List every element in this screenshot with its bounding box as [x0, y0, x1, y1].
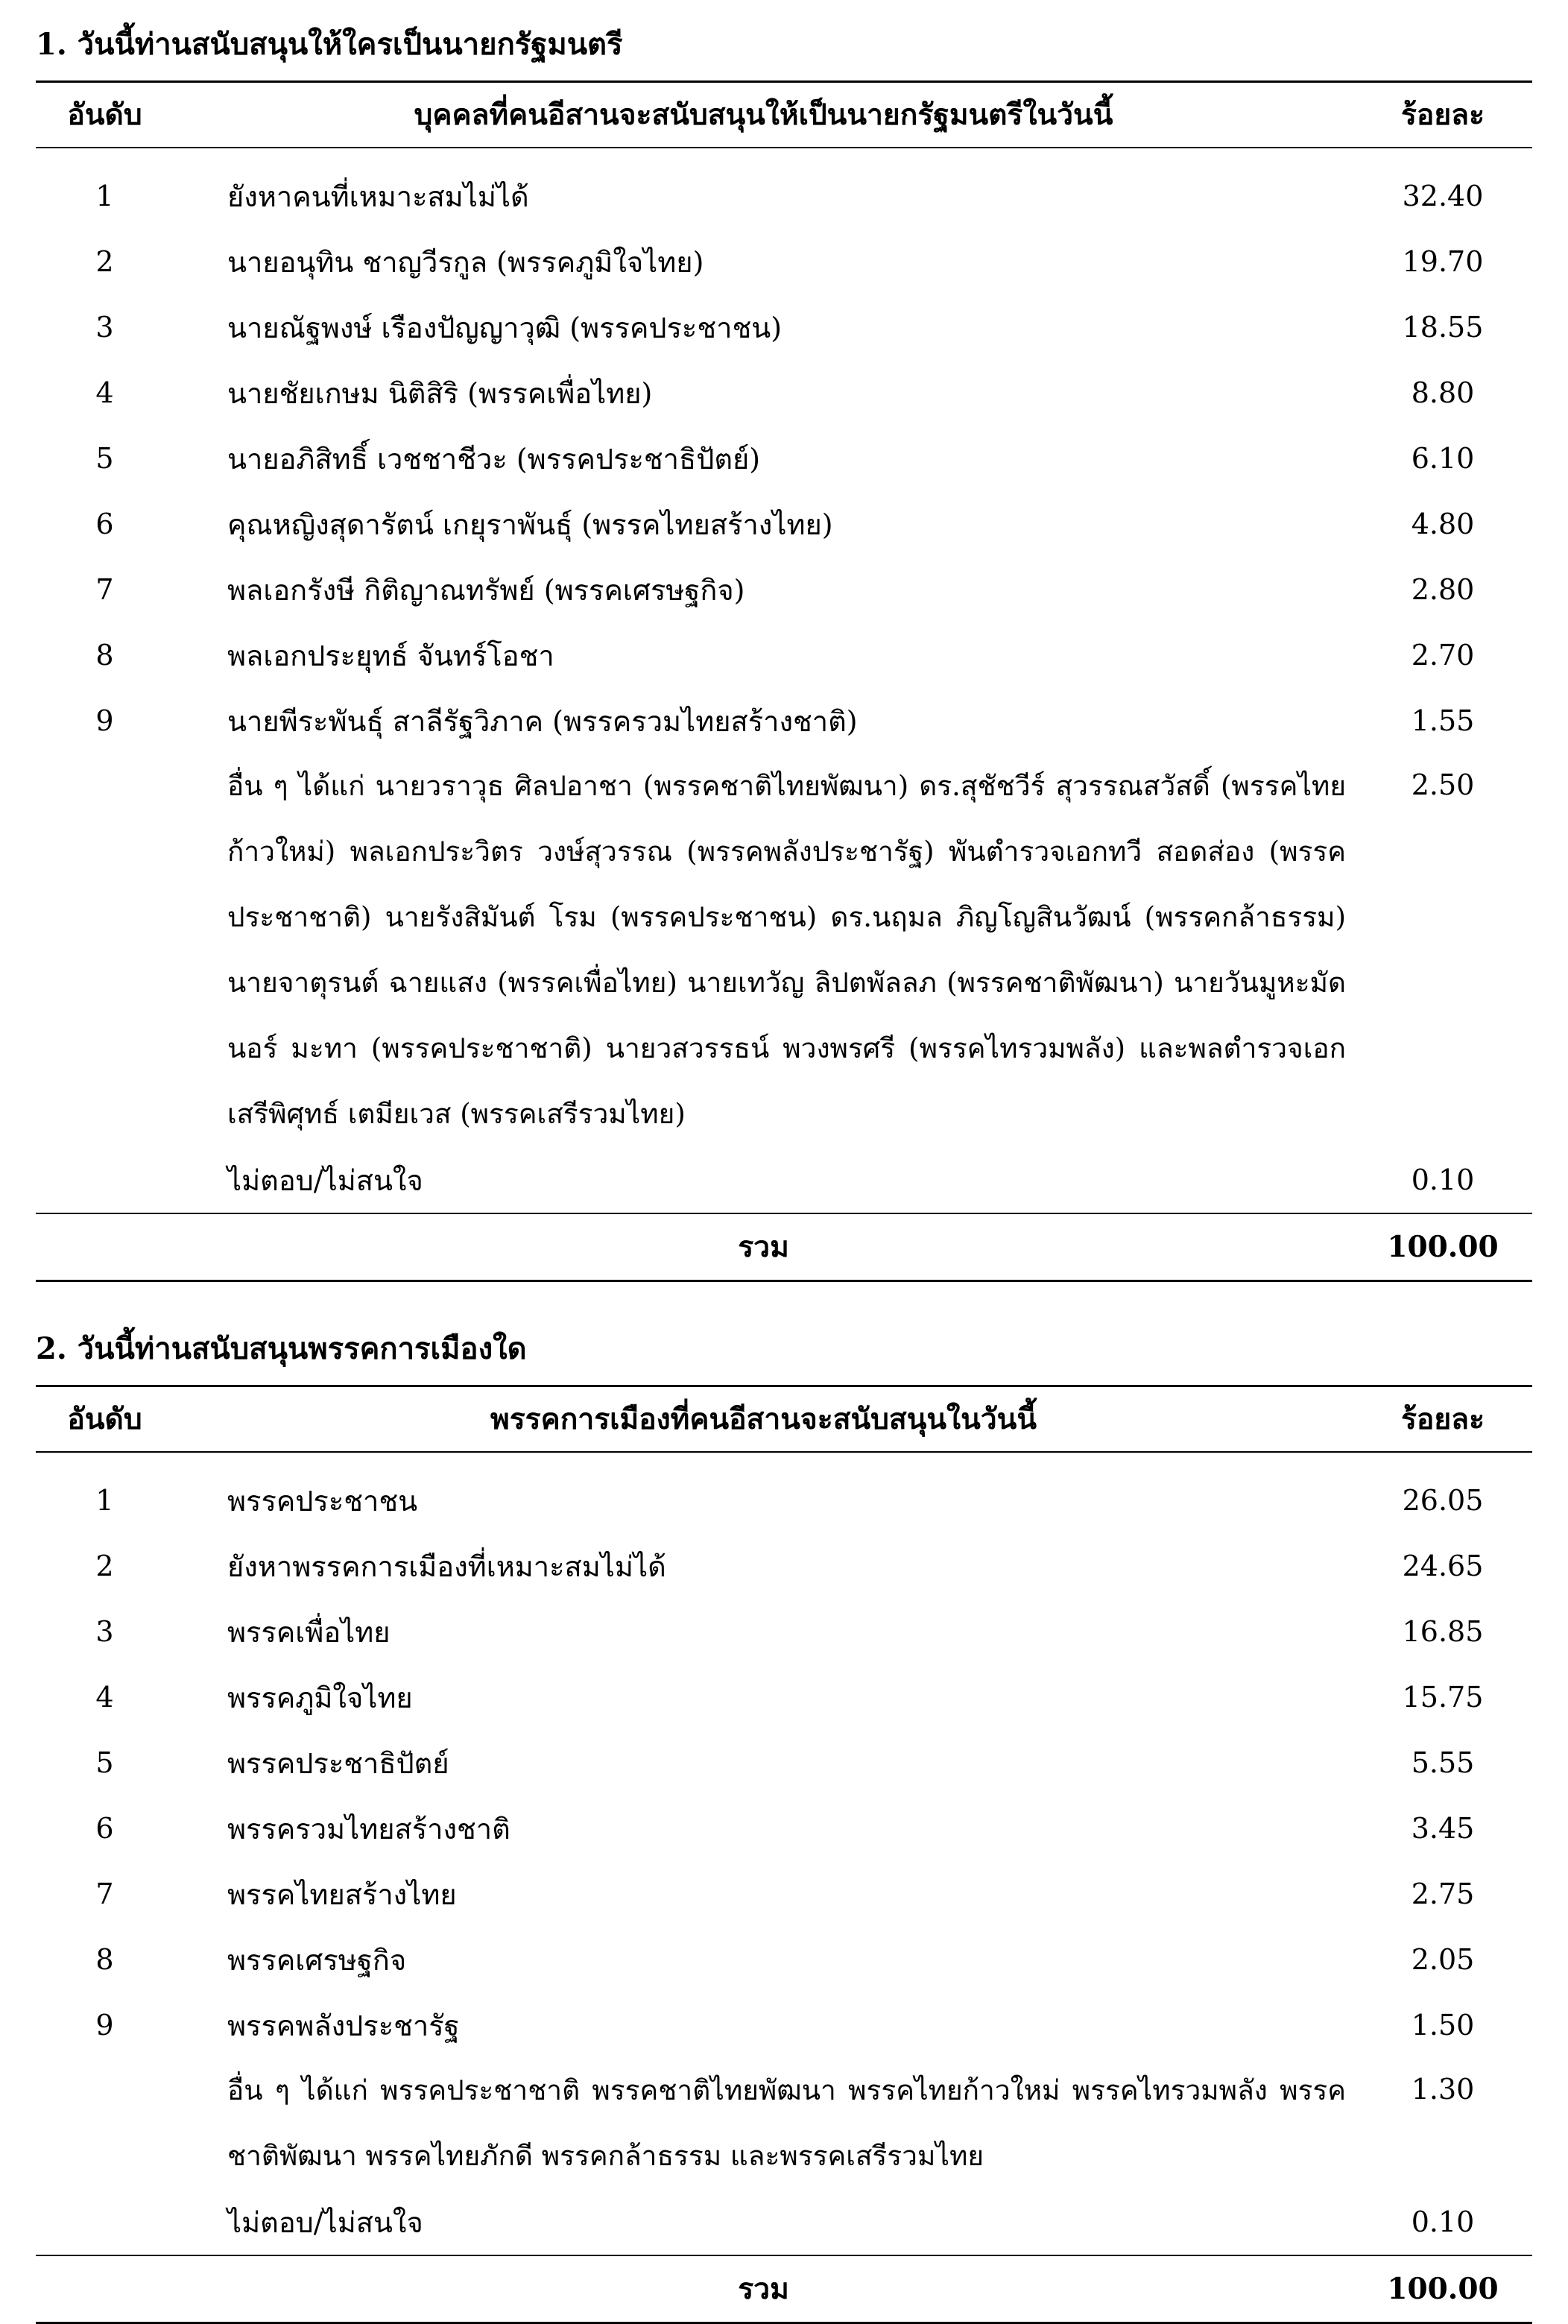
table-row [36, 148, 1532, 229]
row-name: พรรคภูมิใจไทย [227, 1681, 413, 1714]
no-answer-row [36, 2189, 1532, 2255]
row-rank: 7 [95, 1878, 114, 1910]
no-answer-row [36, 1147, 1532, 1213]
table-row [36, 1730, 1532, 1796]
row-percent: 32.40 [1402, 180, 1484, 212]
total-spacer [36, 2255, 174, 2323]
row-rank: 8 [95, 1943, 114, 1976]
row-rank: 3 [95, 311, 114, 344]
others-text: อื่น ๆ ได้แก่ พรรคประชาชาติ พรรคชาติไทยพัฒนา พรรคไทยก้าวใหม่ พรรคไทรวมพลัง พรรคชาติพัฒนา พรรคไทยภักดี พรรคกล้าธรรม และพรรคเสรีรวมไทย [227, 2074, 1346, 2172]
section-pm-support [36, 24, 1532, 1282]
no-answer-percent: 0.10 [1411, 2205, 1475, 2238]
others-percent: 1.30 [1411, 2073, 1475, 2106]
row-rank: 1 [95, 180, 114, 212]
total-percent: 100.00 [1353, 2255, 1532, 2323]
row-percent: 6.10 [1411, 442, 1475, 475]
table-row [36, 1796, 1532, 1861]
row-rank: 8 [95, 639, 114, 672]
row-rank: 4 [95, 1681, 114, 1714]
header-rank: อันดับ [36, 82, 174, 148]
table-row [36, 491, 1532, 557]
row-name: พลเอกรังษี กิติญาณทรัพย์ (พรรคเศรษฐกิจ) [227, 573, 745, 607]
row-percent: 26.05 [1402, 1484, 1484, 1517]
table-row [36, 557, 1532, 622]
table-row [36, 1861, 1532, 1927]
row-rank: 9 [95, 2009, 114, 2042]
header-rank: อันดับ [36, 1386, 174, 1453]
no-answer-text: ไม่ตอบ/ไม่สนใจ [227, 2205, 423, 2239]
total-label: รวม [174, 2255, 1353, 2323]
header-person: บุคคลที่คนอีสานจะสนับสนุนให้เป็นนายกรัฐมนตรีในวันนี้ [174, 82, 1353, 148]
row-name: พรรคประชาธิปัตย์ [227, 1746, 449, 1780]
table-row [36, 1533, 1532, 1599]
total-row [36, 2255, 1532, 2323]
table-row [36, 426, 1532, 491]
row-name: พรรคประชาชน [227, 1484, 418, 1518]
table-row [36, 1927, 1532, 1992]
others-row [36, 2058, 1532, 2189]
header-party: พรรคการเมืองที่คนอีสานจะสนับสนุนในวันนี้ [174, 1386, 1353, 1453]
row-rank-empty [36, 754, 174, 1147]
pm-support-table [36, 80, 1532, 1282]
row-percent: 5.55 [1411, 1746, 1475, 1779]
row-percent: 15.75 [1402, 1681, 1484, 1714]
table-row [36, 229, 1532, 294]
header-percent: ร้อยละ [1353, 1386, 1532, 1453]
row-name: ยังหาคนที่เหมาะสมไม่ได้ [227, 180, 529, 213]
table-row [36, 1599, 1532, 1664]
row-percent: 2.75 [1411, 1878, 1475, 1910]
row-rank: 4 [95, 376, 114, 409]
no-answer-text: ไม่ตอบ/ไม่สนใจ [227, 1163, 423, 1197]
row-name: คุณหญิงสุดารัตน์ เกยุราพันธุ์ (พรรคไทยสร้างไทย) [227, 508, 833, 541]
row-name: พรรคเพื่อไทย [227, 1615, 391, 1649]
row-name: นายพีระพันธุ์ สาลีรัฐวิภาค (พรรครวมไทยสร้างชาติ) [227, 704, 858, 738]
no-answer-percent: 0.10 [1411, 1163, 1475, 1196]
row-name: ยังหาพรรคการเมืองที่เหมาะสมไม่ได้ [227, 1550, 666, 1583]
others-text: อื่น ๆ ได้แก่ นายวราวุธ ศิลปอาชา (พรรคชาติไทยพัฒนา) ดร.สุชัชวีร์ สุวรรณสวัสดิ์ (พรรคไทยก้าวใหม่) พลเอกประวิตร วงษ์สุวรรณ (พรรคพลังประชารัฐ) พันตำรวจเอกทวี สอดส่อง (พรรคประชาชาติ) นายรังสิมันต์ โรม (พรรคประชาชน) ดร.นฤมล ภิญโญสินวัฒน์ (พรรคกล้าธรรม) นายจาตุรนต์ ฉายแสง (พรรคเพื่อไทย) นายเทวัญ ลิปตพัลลภ (พรรคชาติพัฒนา) นายวันมูหะมัดนอร์ มะทา (พรรคประชาชาติ) นายวสวรรธน์ พวงพรศรี (พรรคไทรวมพลัง) และพลตำรวจเอกเสรีพิศุทธ์ เตมียเวส (พรรคเสรีรวมไทย) [227, 770, 1346, 1130]
others-percent: 2.50 [1411, 768, 1475, 801]
row-rank: 1 [95, 1484, 114, 1517]
table-row [36, 1664, 1532, 1730]
row-percent: 1.55 [1411, 704, 1475, 737]
others-row [36, 754, 1532, 1147]
section-title: 2. วันนี้ท่านสนับสนุนพรรคการเมืองใด [36, 1331, 527, 1366]
table-row [36, 622, 1532, 688]
section-party-support [36, 1328, 1532, 2324]
row-name: นายณัฐพงษ์ เรืองปัญญาวุฒิ (พรรคประชาชน) [227, 311, 783, 344]
row-name: พลเอกประยุทธ์ จันทร์โอชา [227, 639, 554, 672]
total-percent: 100.00 [1353, 1213, 1532, 1281]
table-header-row [36, 82, 1532, 148]
row-name: พรรคเศรษฐกิจ [227, 1943, 407, 1977]
section-title: 1. วันนี้ท่านสนับสนุนให้ใครเป็นนายกรัฐมนตรี [36, 27, 623, 62]
row-name: พรรคพลังประชารัฐ [227, 2009, 460, 2042]
row-rank: 2 [95, 1550, 114, 1582]
row-percent: 3.45 [1411, 1812, 1475, 1845]
row-percent: 16.85 [1402, 1615, 1484, 1648]
row-rank-empty [36, 1147, 174, 1213]
row-rank: 2 [95, 245, 114, 278]
row-name: พรรครวมไทยสร้างชาติ [227, 1812, 510, 1845]
row-percent: 2.70 [1411, 639, 1475, 672]
row-rank: 5 [95, 1746, 114, 1779]
row-name: พรรคไทยสร้างไทย [227, 1878, 457, 1911]
table-row [36, 1992, 1532, 2058]
row-rank-empty [36, 2189, 174, 2255]
row-percent: 8.80 [1411, 376, 1475, 409]
row-name: นายอนุทิน ชาญวีรกูล (พรรคภูมิใจไทย) [227, 245, 704, 279]
total-spacer [36, 1213, 174, 1281]
row-rank: 6 [95, 1812, 114, 1845]
row-percent: 2.80 [1411, 573, 1475, 606]
table-row [36, 360, 1532, 426]
total-row [36, 1213, 1532, 1281]
row-rank: 9 [95, 704, 114, 737]
row-percent: 24.65 [1402, 1550, 1484, 1582]
table-header-row [36, 1386, 1532, 1453]
header-percent: ร้อยละ [1353, 82, 1532, 148]
row-percent: 4.80 [1411, 508, 1475, 540]
row-percent: 18.55 [1402, 311, 1484, 344]
row-percent: 2.05 [1411, 1943, 1475, 1976]
total-label: รวม [174, 1213, 1353, 1281]
party-support-table [36, 1385, 1532, 2324]
row-rank: 5 [95, 442, 114, 475]
row-rank-empty [36, 2058, 174, 2189]
row-name: นายอภิสิทธิ์ เวชชาชีวะ (พรรคประชาธิปัตย์) [227, 442, 761, 476]
row-rank: 3 [95, 1615, 114, 1648]
row-percent: 19.70 [1402, 245, 1484, 278]
table-row [36, 1452, 1532, 1533]
row-rank: 7 [95, 573, 114, 606]
row-rank: 6 [95, 508, 114, 540]
table-row [36, 294, 1532, 360]
table-row [36, 688, 1532, 754]
row-name: นายชัยเกษม นิติสิริ (พรรคเพื่อไทย) [227, 376, 653, 410]
row-percent: 1.50 [1411, 2009, 1475, 2042]
